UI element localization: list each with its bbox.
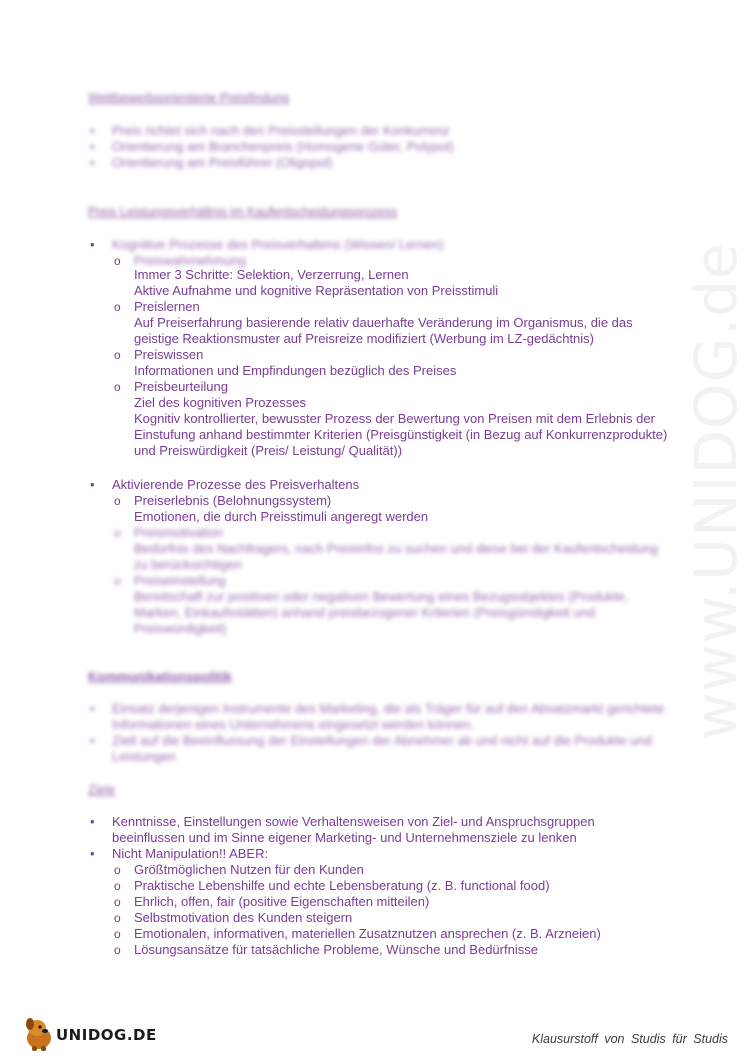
sub-item: o Emotionalen, informativen, materiellen Zusatznutzen ansprechen (z. B. Arzneien) xyxy=(112,926,668,942)
sub-item-label: o Preiserlebnis (Belohnungssystem) xyxy=(134,493,332,508)
preisfindung-list xyxy=(88,123,668,171)
sub-item: o Ehrlich, offen, fair (positive Eigenschaften mitteilen) xyxy=(112,894,668,910)
sub-item xyxy=(112,525,668,573)
list-item xyxy=(88,846,668,958)
list-item: • Einsatz derjenigen Instrumente des Marketing, die als Träger für auf den Absatzmarkt gerichtete Informationen eines Unternehmens eingesetzt werden können. xyxy=(88,701,668,733)
sub-item-text: Ziel des kognitiven Prozesses xyxy=(134,395,306,410)
section-heading-ziele: Ziele xyxy=(88,783,116,797)
kognitiv-list xyxy=(88,237,668,459)
list-item: • Orientierung am Branchenpreis (Homogene Güter, Polypol) xyxy=(88,139,668,155)
sub-item-label: o Preiswahrnehmung xyxy=(134,253,247,267)
kommunikation-list xyxy=(88,701,668,765)
list-item-text: Nicht Manipulation!! ABER: xyxy=(112,846,269,861)
sub-item: o Praktische Lebenshilfe und echte Lebensberatung (z. B. functional food) xyxy=(112,878,668,894)
sub-item-text: Emotionen, die durch Preisstimuli angeregt werden xyxy=(134,509,429,524)
sub-item-label: o Preismotivation xyxy=(134,525,223,540)
aktivierend-list xyxy=(88,477,668,637)
section-heading-preisfindung: Wettbewerbsorientierte Preisfindung xyxy=(88,91,290,105)
list-item xyxy=(88,477,668,637)
footer-tagline: Klausurstoff von Studis für Studis xyxy=(531,1032,728,1046)
list-item: • Zielt auf die Beeinflussung der Einstellungen der Abnehmer ab und nicht auf die Produkte und Leistungen xyxy=(88,733,668,765)
list-item xyxy=(88,237,668,459)
sub-item xyxy=(112,299,668,347)
sub-item-text: Auf Preiserfahrung basierende relativ dauerhafte Veränderung im Organismus, die das geistige Reaktionsmuster auf Preisreize modifiziert (Werbung im LZ-gedächtnis) xyxy=(134,315,633,346)
sub-item-text: Aktive Aufnahme und kognitive Repräsentation von Preisstimuli xyxy=(134,283,499,298)
sub-item xyxy=(112,253,668,299)
sub-item: o Selbstmotivation des Kunden steigern xyxy=(112,910,668,926)
ziele-list xyxy=(88,814,668,958)
sub-item xyxy=(112,573,668,637)
sub-item-text: Immer 3 Schritte: Selektion, Verzerrung, Lernen xyxy=(134,267,409,282)
sub-item: o Lösungsansätze für tatsächliche Probleme, Wünsche und Bedürfnisse xyxy=(112,942,668,958)
watermark: www.UNIDOG.de xyxy=(682,242,750,740)
section-heading-kommunikationspolitik: Kommunikationspolitik xyxy=(88,669,232,684)
sub-item-label: o Preiswissen xyxy=(134,347,204,362)
sub-item-label: o Preislernen xyxy=(134,299,200,314)
sub-item-text: Bereitschaft zur positiven oder negativen Bewertung eines Bezugsobjektes (Produkte, Marken, Einkaufsstätten) anhand preisbezogener Kriterien (Preisgünstigkeit und Preiswürdigkeit) xyxy=(134,589,629,636)
aktivierend-label: Aktivierende Prozesse des Preisverhaltens xyxy=(112,477,360,492)
ziele-sublist xyxy=(112,862,668,958)
list-item: • Preis richtet sich nach den Preisstellungen der Konkurrenz xyxy=(88,123,668,139)
list-item: • Orientierung am Preisführer (Oligopol) xyxy=(88,155,668,171)
sub-item-label: o Preiseinstellung xyxy=(134,573,226,588)
section-heading-preis-leistung: Preis Leistungsverhältnis im Kaufentscheidungsprozess xyxy=(88,205,398,219)
list-item: • Kenntnisse, Einstellungen sowie Verhaltensweisen von Ziel- und Anspruchsgruppen beeinflussen und im Sinne eigener Marketing- und Unternehmensziele zu lenken xyxy=(88,814,668,846)
sub-item-label: o Preisbeurteilung xyxy=(134,379,228,394)
kognitiv-label: Kognitive Prozesse des Preisverhaltens (Wissen/ Lernen) xyxy=(112,237,444,252)
kognitiv-sublist xyxy=(112,253,668,459)
sub-item xyxy=(112,379,668,459)
sub-item-text: Kognitiv kontrollierter, bewusster Prozess der Bewertung von Preisen mit dem Erlebnis der Einstufung anhand bestimmter Kriterien (Preisgünstigkeit (in Bezug auf Konkurrenzprodukte) und Preiswürdigkeit (Preis/ Leistung/ Qualität)) xyxy=(134,411,668,458)
dog-icon xyxy=(22,1016,56,1052)
sub-item-text: Informationen und Empfindungen bezüglich des Preises xyxy=(134,363,457,378)
aktivierend-sublist xyxy=(112,493,668,637)
sub-item: o Größtmöglichen Nutzen für den Kunden xyxy=(112,862,668,878)
sub-item xyxy=(112,493,668,525)
logo-text: UNIDOG.DE xyxy=(56,1026,157,1044)
sub-item-text: Bedürfnis des Nachfragers, nach Preisinfos zu suchen und diese bei der Kaufentscheidung zu berücksichtigen xyxy=(134,541,658,572)
unidog-logo xyxy=(22,1014,172,1054)
sub-item xyxy=(112,347,668,379)
